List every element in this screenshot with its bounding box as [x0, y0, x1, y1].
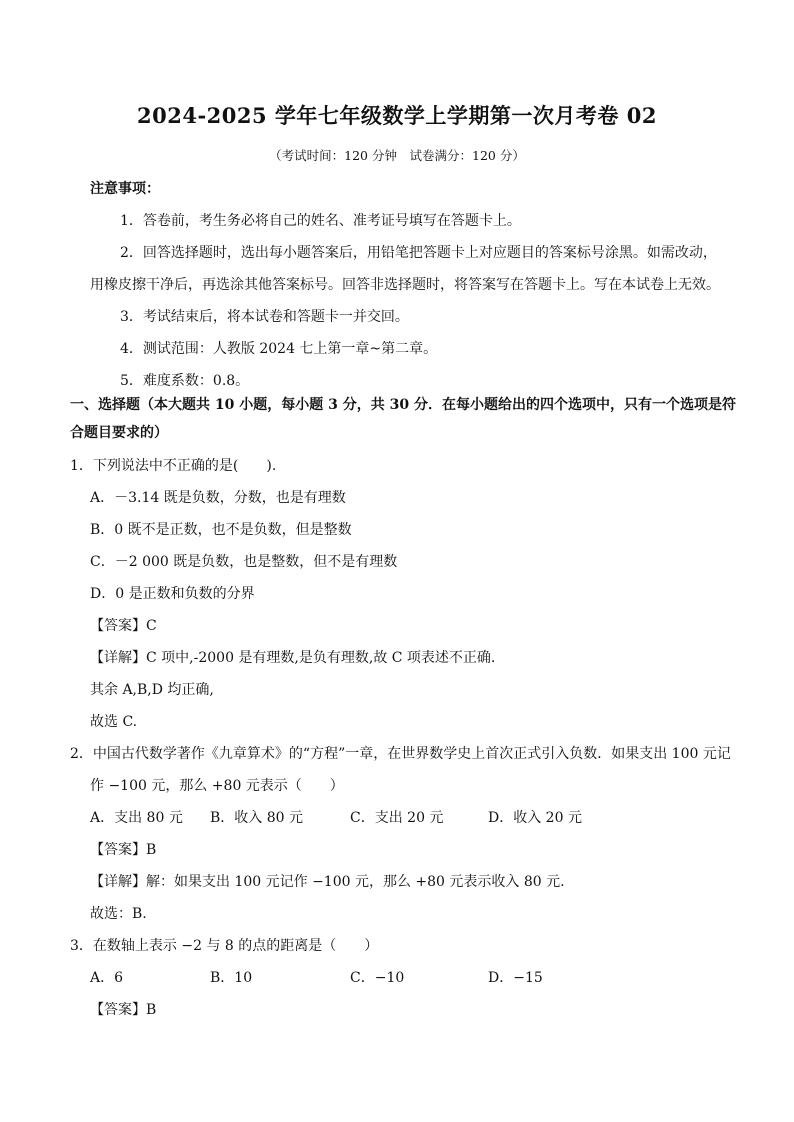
question-option: B．10 — [210, 970, 253, 986]
question-option: C．－2 000 既是负数，也是整数，但不是有理数 — [90, 554, 398, 570]
page-subtitle: （考试时间：120 分钟 试卷满分：120 分） — [269, 148, 525, 163]
explanation: 其余 A,B,D 均正确, — [90, 682, 214, 698]
question-options — [90, 807, 582, 827]
answer: 【答案】B — [90, 842, 157, 858]
question-option: C．支出 20 元 — [350, 810, 444, 826]
notice-item: 用橡皮擦干净后，再选涂其他答案标号。回答非选择题时，将答案写在答题卡上。写在本试卷上无效。 — [90, 277, 720, 293]
answer: 【答案】B — [90, 1002, 157, 1018]
question-stem: 作 −100 元，那么 +80 元表示（ ） — [90, 778, 344, 794]
page-title: 2024-2025 学年七年级数学上学期第一次月考卷 02 — [137, 103, 657, 128]
question-option: B．收入 80 元 — [210, 810, 304, 826]
question-option: D．收入 20 元 — [488, 810, 582, 826]
question-stem: 3．在数轴上表示 −2 与 8 的点的距离是（ ） — [70, 938, 379, 954]
answer: 【答案】C — [90, 618, 157, 634]
notice-item: 1．答卷前，考生务必将自己的姓名、准考证号填写在答题卡上。 — [120, 213, 521, 229]
question-option: C．−10 — [350, 970, 405, 986]
question-option: A．－3.14 既是负数，分数，也是有理数 — [90, 490, 346, 506]
question-stem: 1．下列说法中不正确的是( ). — [70, 458, 277, 474]
explanation: 【详解】解：如果支出 100 元记作 −100 元，那么 +80 元表示收入 80 元. — [90, 874, 565, 890]
notice-heading: 注意事项： — [90, 181, 160, 197]
notice-item: 5．难度系数：0.8。 — [120, 373, 250, 389]
explanation: 故选：B. — [90, 906, 147, 922]
notice-item: 4．测试范围：人教版 2024 七上第一章~第二章。 — [120, 341, 438, 357]
question-option: D．0 是正数和负数的分界 — [90, 586, 255, 602]
section-heading: 合题目要求的） — [70, 425, 168, 441]
question-options — [90, 967, 543, 987]
question-stem: 2．中国古代数学著作《九章算术》的“方程”一章，在世界数学史上首次正式引入负数．如果支出 100 元记 — [70, 746, 731, 762]
explanation: 故选 C. — [90, 714, 138, 730]
notice-item: 2．回答选择题时，选出每小题答案后，用铅笔把答题卡上对应题目的答案标号涂黑。如需改动， — [120, 245, 717, 261]
section-heading: 一、选择题（本大题共 10 小题，每小题 3 分，共 30 分．在每小题给出的四个选项中，只有一个选项是符 — [70, 397, 736, 413]
question-option: A．支出 80 元 — [90, 810, 183, 826]
explanation: 【详解】C 项中,-2000 是有理数,是负有理数,故 C 项表述不正确. — [90, 650, 496, 666]
question-option: A．6 — [90, 970, 124, 986]
notice-item: 3．考试结束后，将本试卷和答题卡一并交回。 — [120, 309, 409, 325]
question-option: D．−15 — [488, 970, 543, 986]
question-option: B．0 既不是正数，也不是负数，但是整数 — [90, 522, 352, 538]
